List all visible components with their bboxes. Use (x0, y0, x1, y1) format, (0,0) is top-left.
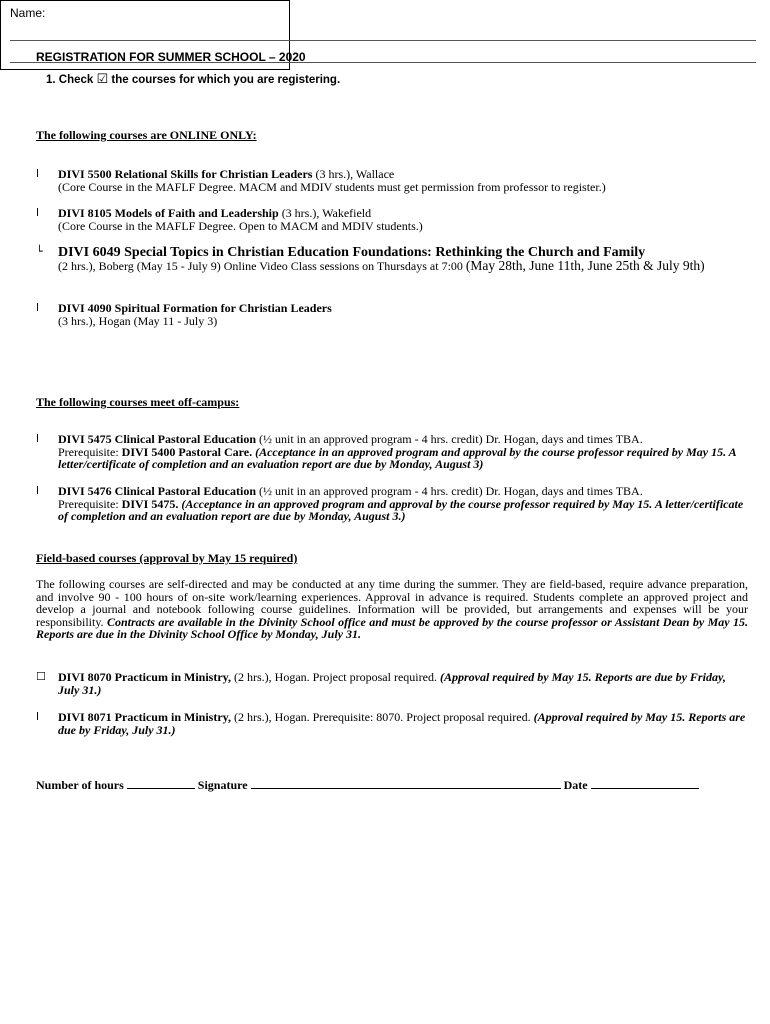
course-checkbox[interactable]: l (36, 710, 40, 723)
course-title: DIVI 5476 Clinical Pastoral Education (58, 484, 257, 498)
date-label: Date (563, 778, 588, 792)
course-divi-6049 (36, 246, 748, 272)
signature-label: Signature (197, 778, 248, 792)
course-divi-5475 (36, 433, 748, 471)
online-heading: The following courses are ONLINE ONLY: (36, 128, 257, 142)
course-requirement: (Approval required by May 15. Reports are due by Friday, July 31.) (58, 670, 726, 697)
course-checkbox[interactable]: ☐ (36, 670, 46, 683)
signature-footer (36, 778, 699, 793)
course-title: DIVI 8071 Practicum in Ministry, (58, 710, 231, 724)
hours-label: Number of hours (36, 778, 124, 792)
course-note: (Core Course in the MAFLF Degree. Open to MACM and MDIV students.) (58, 218, 423, 233)
course-title: DIVI 6049 Special Topics in Christian Education Foundations: Rethinking the Church and Family (58, 245, 646, 260)
intro-emphasis: Contracts are available in the Divinity School office and must be approved by the course professor or Assistant Dean by May 15. Reports are due in the Divinity School Office by Monday, July 31. (36, 614, 748, 641)
course-checkbox[interactable]: └ (36, 245, 43, 258)
course-checkbox[interactable]: l (36, 301, 40, 314)
instruction-suffix: the courses for which you are registering. (111, 74, 341, 86)
name-line-2[interactable] (10, 62, 756, 63)
course-detail: (½ unit in an approved program - 4 hrs. credit) Dr. Hogan, days and times TBA. (256, 432, 643, 446)
course-divi-8070 (36, 671, 748, 696)
course-checkbox[interactable]: l (36, 484, 40, 497)
prereq-label: Prerequisite: (58, 496, 122, 511)
prereq-label: Prerequisite: (58, 444, 122, 459)
course-divi-8105 (36, 207, 748, 232)
course-requirement: (Acceptance in an approved program and approval by the course professor required by May 15. A letter/certificate of completion and an evaluation report are due by Monday, August 3) (58, 444, 736, 471)
course-title: DIVI 8105 Models of Faith and Leadership (58, 206, 279, 220)
course-title: DIVI 5475 Clinical Pastoral Education (58, 432, 257, 446)
intro-text: The following courses are self-directed and may be conducted at any time during the summer. They are field-based, require advance preparation, and involve 90 - 100 hours of on-site work/learning experiences. Approval in advance is required. Students complete an approved project and develop a journal and notebook following course guidelines. Information will be provided, but arrangements and expenses will be your responsibility. (36, 577, 748, 629)
checkbox-icon: ☑ (96, 72, 109, 87)
course-divi-8071 (36, 711, 748, 736)
course-detail: (2 hrs.), Hogan. Prerequisite: 8070. Project proposal required. (231, 710, 534, 724)
fieldbased-intro (36, 578, 748, 641)
fieldbased-heading: Field-based courses (approval by May 15 required) (36, 551, 298, 565)
name-label: Name: (10, 6, 46, 20)
name-line-1[interactable] (10, 40, 756, 41)
course-detail: (3 hrs.), Wallace (312, 167, 395, 181)
course-title: DIVI 8070 Practicum in Ministry, (58, 670, 231, 684)
course-title: DIVI 5500 Relational Skills for Christian Leaders (58, 167, 313, 181)
course-detail: (2 hrs.), Hogan. Project proposal required. (231, 670, 440, 684)
course-detail: (½ unit in an approved program - 4 hrs. credit) Dr. Hogan, days and times TBA. (256, 484, 643, 498)
offcampus-heading: The following courses meet off-campus: (36, 395, 240, 409)
course-requirement: (Approval required by May 15. Reports are due by Friday, July 31.) (58, 710, 746, 737)
course-divi-5476 (36, 485, 748, 523)
course-divi-4090 (36, 302, 748, 327)
prereq-course: DIVI 5475. (121, 496, 179, 511)
course-checkbox[interactable]: l (36, 206, 40, 219)
course-note: (Core Course in the MAFLF Degree. MACM and MDIV students must get permission from professor to register.) (58, 179, 606, 194)
instruction-prefix: 1. Check (46, 74, 94, 86)
course-divi-5500 (36, 168, 748, 193)
hours-field[interactable] (127, 778, 195, 789)
course-note: (2 hrs.), Boberg (May 15 - July 9) Online Video Class sessions on Thursdays at 7:00 (58, 258, 466, 273)
course-requirement: (Acceptance in an approved program and approval by the course professor required by May 15. A letter/certificate of completion and an evaluation report are due by Monday, August 3.) (58, 496, 744, 523)
registration-instruction (46, 72, 340, 87)
prereq-course: DIVI 5400 Pastoral Care. (121, 444, 253, 459)
course-detail: (3 hrs.), Wakefield (278, 206, 372, 220)
form-title: REGISTRATION FOR SUMMER SCHOOL – 2020 (36, 50, 306, 64)
course-note: (3 hrs.), Hogan (May 11 - July 3) (58, 313, 218, 328)
course-dates: (May 28th, June 11th, June 25th & July 9th) (465, 257, 705, 273)
signature-field[interactable] (251, 778, 561, 789)
course-title: DIVI 4090 Spiritual Formation for Christian Leaders (58, 301, 332, 315)
course-checkbox[interactable]: l (36, 167, 40, 180)
course-checkbox[interactable]: l (36, 432, 40, 445)
date-field[interactable] (591, 778, 699, 789)
